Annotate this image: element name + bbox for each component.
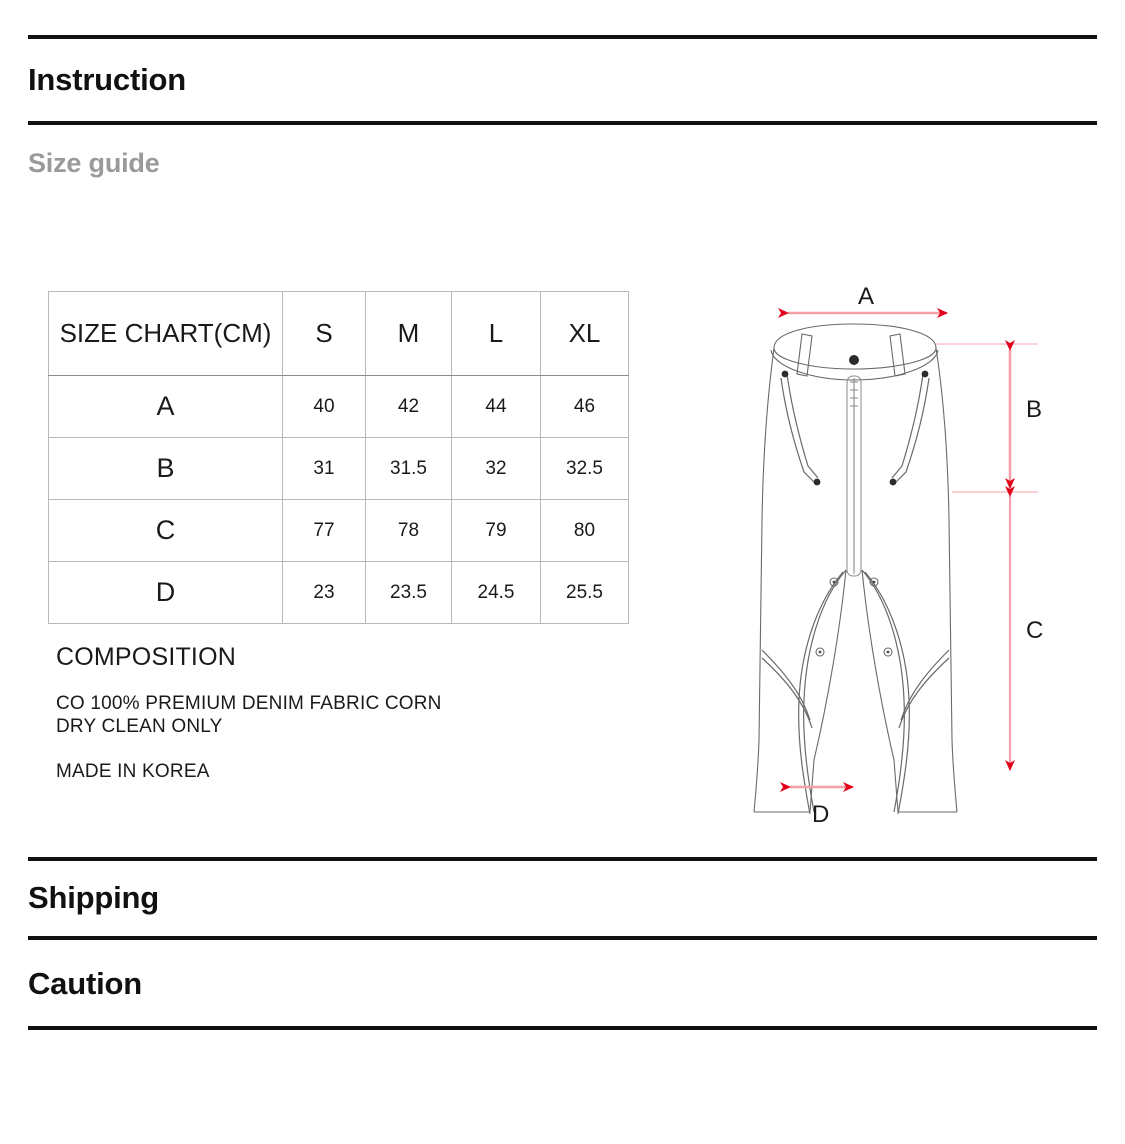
measure-b-s: 31 bbox=[283, 438, 366, 500]
dimension-label-c: C bbox=[1026, 617, 1044, 644]
pants-measurement-diagram bbox=[740, 270, 1100, 840]
size-header-m: M bbox=[366, 292, 452, 376]
divider-shipping-top bbox=[28, 857, 1097, 861]
measure-b-xl: 32.5 bbox=[541, 438, 629, 500]
measure-d-m: 23.5 bbox=[366, 562, 452, 624]
leg-seams bbox=[762, 570, 949, 814]
measure-label-c: C bbox=[49, 500, 283, 562]
size-header-xl: XL bbox=[541, 292, 629, 376]
measure-b-m: 31.5 bbox=[366, 438, 452, 500]
table-row bbox=[49, 562, 629, 624]
measure-c-xl: 80 bbox=[541, 500, 629, 562]
measure-d-xl: 25.5 bbox=[541, 562, 629, 624]
dimension-label-a: A bbox=[858, 283, 875, 310]
divider-instruction bbox=[28, 121, 1097, 125]
size-chart-container bbox=[48, 291, 623, 623]
subsection-heading-size-guide: Size guide bbox=[28, 148, 160, 178]
composition-fabric: CO 100% PREMIUM DENIM FABRIC CORN bbox=[56, 693, 442, 714]
divider-top bbox=[28, 35, 1097, 39]
extension-lines bbox=[936, 344, 1038, 492]
size-header-l: L bbox=[452, 292, 541, 376]
waist-button-icon bbox=[849, 355, 859, 365]
divider-caution-bottom bbox=[28, 1026, 1097, 1030]
measure-c-s: 77 bbox=[283, 500, 366, 562]
measure-c-l: 79 bbox=[452, 500, 541, 562]
section-heading-shipping: Shipping bbox=[28, 880, 159, 915]
measure-d-l: 24.5 bbox=[452, 562, 541, 624]
table-row bbox=[49, 376, 629, 438]
size-header-s: S bbox=[283, 292, 366, 376]
measure-c-m: 78 bbox=[366, 500, 452, 562]
measure-a-m: 42 bbox=[366, 376, 452, 438]
composition-origin: MADE IN KOREA bbox=[56, 761, 210, 782]
dimension-label-b: B bbox=[1026, 396, 1043, 423]
measure-b-l: 32 bbox=[452, 438, 541, 500]
size-chart-body bbox=[49, 376, 629, 624]
measure-label-d: D bbox=[49, 562, 283, 624]
divider-shipping-bottom bbox=[28, 936, 1097, 940]
rivets bbox=[816, 578, 892, 656]
section-heading-instruction: Instruction bbox=[28, 62, 186, 97]
measure-a-l: 44 bbox=[452, 376, 541, 438]
composition-details bbox=[56, 692, 442, 738]
measure-a-xl: 46 bbox=[541, 376, 629, 438]
zipper-fly bbox=[847, 376, 861, 576]
measure-d-s: 23 bbox=[283, 562, 366, 624]
section-heading-caution: Caution bbox=[28, 966, 142, 1001]
table-header-row bbox=[49, 292, 629, 376]
table-row bbox=[49, 438, 629, 500]
table-row bbox=[49, 500, 629, 562]
belt-loops bbox=[797, 334, 905, 376]
measure-label-b: B bbox=[49, 438, 283, 500]
dimension-label-d: D bbox=[812, 801, 830, 828]
size-chart-table bbox=[48, 291, 629, 624]
size-chart-head bbox=[49, 292, 629, 376]
composition-title: COMPOSITION bbox=[56, 643, 236, 671]
composition-care: DRY CLEAN ONLY bbox=[56, 716, 223, 737]
measure-label-a: A bbox=[49, 376, 283, 438]
measure-a-s: 40 bbox=[283, 376, 366, 438]
size-chart-title-cell: SIZE CHART(CM) bbox=[49, 292, 283, 376]
